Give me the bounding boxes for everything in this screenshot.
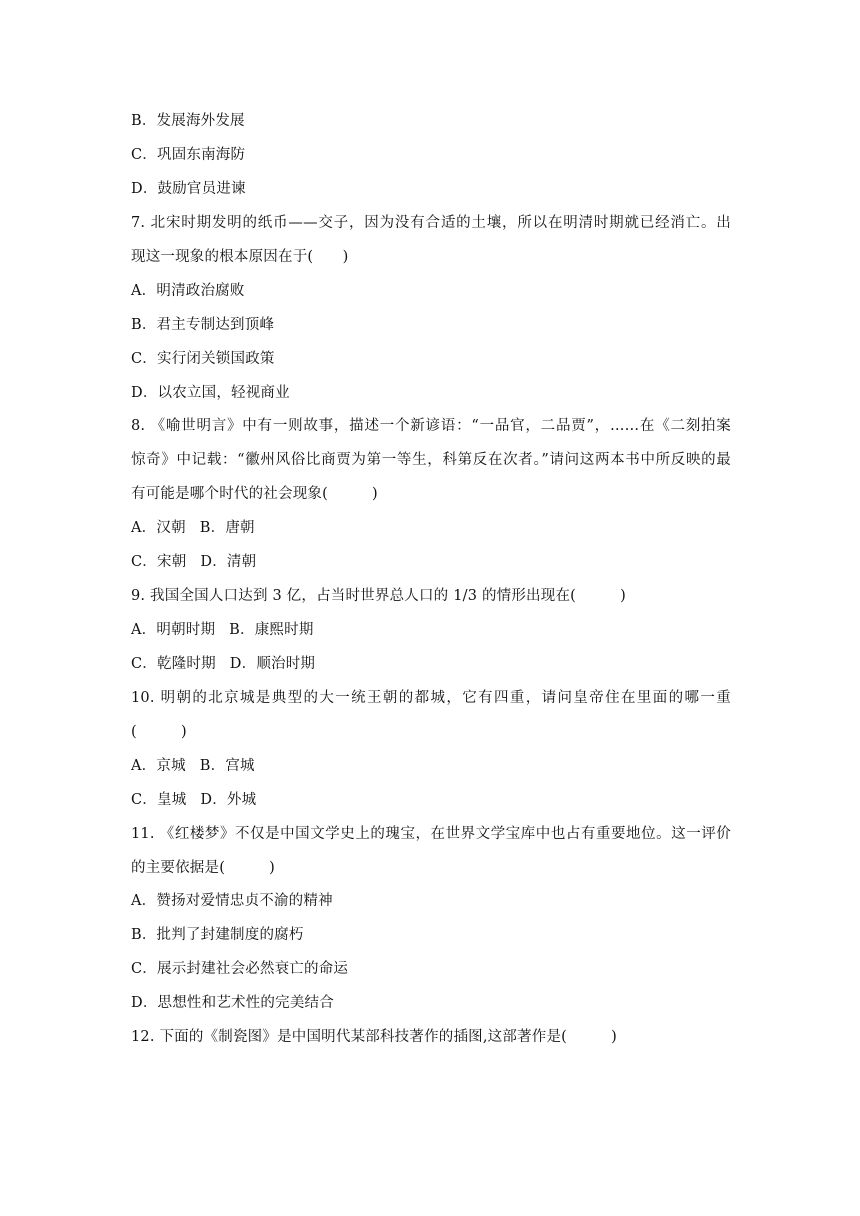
q8-option-d: D．清朝 <box>200 554 257 570</box>
q11-option-a: A．赞扬对爱情忠贞不渝的精神 <box>131 893 333 909</box>
q8-options-ab <box>131 518 731 538</box>
q10-stem-line-1: 10. 明朝的北京城是典型的大一统王朝的都城，它有四重，请问皇帝住在里面的哪一重 <box>131 690 731 706</box>
q11-option-c: C．展示封建社会必然衰亡的命运 <box>131 961 349 977</box>
q10-option-a: A．京城 <box>131 758 186 774</box>
q9-option-a: A．明朝时期 <box>131 622 216 638</box>
q11-option-d: D．思想性和艺术性的完美结合 <box>131 995 334 1011</box>
q7-option-c: C．实行闭关锁国政策 <box>131 351 275 367</box>
q8-stem-line-3: 有可能是哪个时代的社会现象( ) <box>131 486 378 502</box>
q7-stem-line-1: 7. 北宋时期发明的纸币——交子，因为没有合适的土壤，所以在明清时期就已经消亡。出 <box>131 215 731 231</box>
q12-stem: 12. 下面的《制瓷图》是中国明代某部科技著作的插图,这部著作是( ) <box>131 1029 617 1045</box>
q11-stem-line-1: 11. 《红楼梦》不仅是中国文学史上的瑰宝，在世界文学宝库中也占有重要地位。这一评价 <box>131 826 731 842</box>
q9-option-c: C．乾隆时期 <box>131 656 216 672</box>
q9-option-b: B．康熙时期 <box>229 622 314 638</box>
q7-option-b: B．君主专制达到顶峰 <box>131 317 275 333</box>
q9-options-ab <box>131 620 731 640</box>
q10-option-c: C．皇城 <box>131 792 187 808</box>
q7-option-d: D．以农立国，轻视商业 <box>131 385 290 401</box>
q9-option-d: D．顺治时期 <box>229 656 316 672</box>
q7-option-a: A．明清政治腐败 <box>131 283 245 299</box>
q6-option-b: B．发展海外发展 <box>131 113 245 129</box>
q8-option-b: B．唐朝 <box>199 520 255 536</box>
q8-options-cd <box>131 552 731 572</box>
q10-option-b: B．宫城 <box>199 758 255 774</box>
q10-options-cd <box>131 790 731 810</box>
q11-option-b: B．批判了封建制度的腐朽 <box>131 927 304 943</box>
q10-stem-line-2: ( ) <box>131 724 187 740</box>
q6-option-c: C．巩固东南海防 <box>131 147 246 163</box>
q7-stem-line-2: 现这一现象的根本原因在于( ) <box>131 249 349 265</box>
q11-stem-line-2: 的主要依据是( ) <box>131 860 276 876</box>
q10-options-ab <box>131 756 731 776</box>
q8-option-a: A．汉朝 <box>131 520 186 536</box>
q6-option-d: D．鼓励官员进谏 <box>131 181 246 197</box>
q8-stem-line-2: 惊奇》中记载：“徽州风俗比商贾为第一等生，科第反在次者。”请问这两本书中所反映的最 <box>131 452 731 468</box>
q9-options-cd <box>131 654 731 674</box>
q8-option-c: C．宋朝 <box>131 554 187 570</box>
q10-option-d: D．外城 <box>200 792 257 808</box>
q9-stem: 9. 我国全国人口达到 3 亿，占当时世界总人口的 1/3 的情形出现在( ) <box>131 588 626 604</box>
q8-stem-line-1: 8. 《喻世明言》中有一则故事，描述一个新谚语：“一品官，二品贾”，……在《二刻拍案 <box>131 418 731 434</box>
